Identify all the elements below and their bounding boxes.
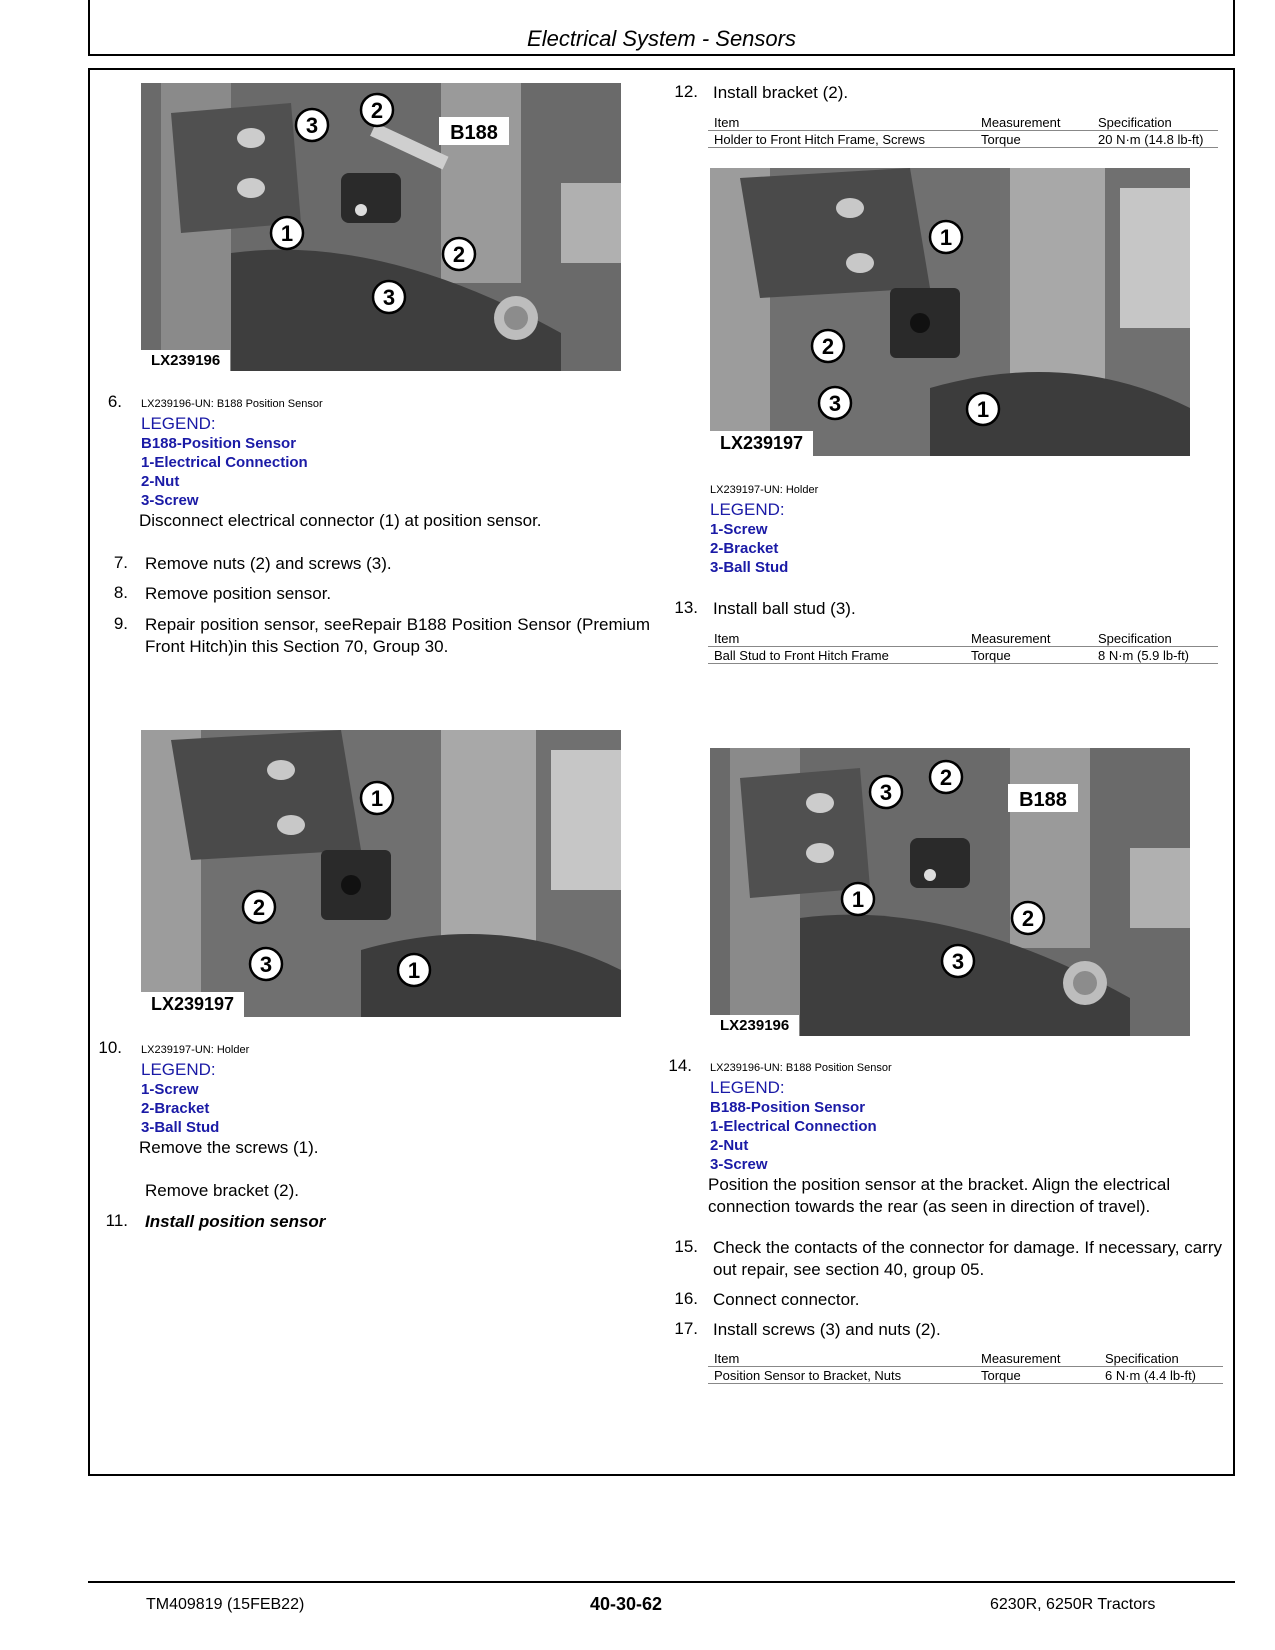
step-number: 9.: [113, 614, 128, 633]
figure-b188-sensor: [710, 748, 1190, 1036]
spec-cell: 6 N·m (4.4 lb-ft): [1099, 1367, 1223, 1384]
spec-cell: 8 N·m (5.9 lb-ft): [1092, 647, 1218, 664]
step-text: Remove the screws (1).: [139, 1138, 319, 1157]
figure-id: LX239197: [141, 992, 244, 1017]
legend-item: 2-Nut: [710, 1137, 749, 1154]
step-number: 7.: [113, 553, 128, 572]
b188-label: B188: [450, 122, 498, 144]
legend-item: 3-Screw: [141, 492, 199, 509]
callout-2: 2: [821, 334, 835, 359]
step-heading: Install position sensor: [145, 1212, 326, 1231]
callout-2: 2: [252, 895, 266, 920]
footer-rule: [88, 1581, 1235, 1583]
callout-3: 3: [828, 391, 842, 416]
step-text: Install ball stud (3).: [713, 599, 856, 618]
figure-id: LX239197: [710, 431, 813, 456]
step-text: Connect connector.: [713, 1290, 860, 1309]
step-text: Install screws (3) and nuts (2).: [713, 1320, 941, 1339]
step-number: 6.: [107, 392, 122, 411]
step-text: Position the position sensor at the bracket. Align the electrical connection towards the rear (as seen in direction of travel).: [708, 1175, 1171, 1216]
figure-caption: LX239197-UN: Holder: [141, 1044, 250, 1056]
spec-table: [708, 1350, 1223, 1384]
callout-1: 1: [851, 887, 865, 912]
step-number: 11.: [105, 1211, 128, 1230]
step-text: Remove position sensor.: [145, 584, 332, 603]
step-text: Repair position sensor, seeRepair B188 Position Sensor (Premium Front Hitch)in this Section 70, Group 30.: [145, 615, 650, 656]
callout-2: 2: [939, 765, 953, 790]
spec-cell: Position Sensor to Bracket, Nuts: [708, 1367, 975, 1384]
legend-item: 1-Electrical Connection: [710, 1118, 877, 1135]
spec-header: Item: [708, 1350, 975, 1367]
spec-cell: Torque: [965, 647, 1092, 664]
spec-cell: 20 N·m (14.8 lb-ft): [1092, 131, 1218, 148]
step-text: Remove nuts (2) and screws (3).: [145, 554, 392, 573]
footer-doc-id: TM409819 (15FEB22): [146, 1596, 305, 1613]
legend-item: 3-Ball Stud: [710, 559, 789, 576]
callout-1: 1: [280, 221, 294, 246]
figure-holder: [141, 730, 621, 1017]
legend-item: 2-Bracket: [141, 1100, 210, 1117]
callout-2b: 2: [1021, 906, 1035, 931]
figure-caption: LX239197-UN: Holder: [710, 484, 819, 496]
step-number: 14.: [668, 1056, 692, 1075]
step-text: Install bracket (2).: [713, 83, 849, 102]
spec-header: Item: [708, 630, 965, 647]
step-number: 17.: [674, 1319, 698, 1338]
spec-cell: Torque: [975, 1367, 1099, 1384]
step-number: 10.: [98, 1038, 122, 1057]
spec-cell: Torque: [975, 131, 1092, 148]
step-text: Check the contacts of the connector for damage. If necessary, carry out repair, see section 40, group 05.: [713, 1238, 1222, 1279]
table-row: [708, 131, 1218, 148]
legend-title: LEGEND:: [710, 500, 785, 519]
spec-table: [708, 114, 1218, 148]
figure-b188-sensor: [141, 83, 621, 371]
legend-item: 1-Screw: [710, 521, 768, 538]
legend-item: 3-Ball Stud: [141, 1119, 220, 1136]
spec-header: Measurement: [965, 630, 1092, 647]
step-number: 16.: [674, 1289, 698, 1308]
legend-item: 2-Bracket: [710, 540, 779, 557]
callout-2b: 2: [452, 242, 466, 267]
step-text: Remove bracket (2).: [145, 1181, 299, 1200]
figure-holder: [710, 168, 1190, 456]
spec-cell: Ball Stud to Front Hitch Frame: [708, 647, 965, 664]
legend-item: 2-Nut: [141, 473, 180, 490]
figure-id: LX239196: [710, 1015, 799, 1036]
callout-1: 1: [370, 786, 384, 811]
legend-item: 1-Electrical Connection: [141, 454, 308, 471]
table-row: [708, 647, 1218, 664]
footer-model: 6230R, 6250R Tractors: [990, 1596, 1156, 1613]
callout-3b: 3: [951, 949, 965, 974]
spec-header: Measurement: [975, 114, 1092, 131]
step-number: 8.: [113, 583, 128, 602]
callout-1: 1: [939, 225, 953, 250]
spec-table: [708, 630, 1218, 664]
legend-item: B188-Position Sensor: [141, 435, 297, 452]
figure-caption: LX239196-UN: B188 Position Sensor: [141, 398, 323, 410]
step-number: 12.: [674, 82, 698, 101]
callout-3: 3: [879, 780, 893, 805]
figure-id: LX239196: [141, 350, 230, 371]
callout-3: 3: [259, 952, 273, 977]
legend-title: LEGEND:: [141, 1060, 216, 1079]
page-title: Electrical System - Sensors: [527, 26, 796, 51]
footer-page-number: 40-30-62: [590, 1594, 663, 1614]
legend-title: LEGEND:: [141, 414, 216, 433]
spec-header: Measurement: [975, 1350, 1099, 1367]
step-number: 15.: [674, 1237, 698, 1256]
spec-cell: Holder to Front Hitch Frame, Screws: [708, 131, 975, 148]
spec-header: Item: [708, 114, 975, 131]
callout-3b: 3: [382, 285, 396, 310]
spec-header: Specification: [1092, 630, 1218, 647]
callout-1b: 1: [976, 397, 990, 422]
step-text: Disconnect electrical connector (1) at position sensor.: [139, 511, 542, 530]
callout-2: 2: [370, 98, 384, 123]
spec-header: Specification: [1092, 114, 1218, 131]
legend-item: 3-Screw: [710, 1156, 768, 1173]
legend-title: LEGEND:: [710, 1078, 785, 1097]
callout-1b: 1: [407, 958, 421, 983]
figure-caption: LX239196-UN: B188 Position Sensor: [710, 1062, 892, 1074]
step-number: 13.: [674, 598, 698, 617]
table-row: [708, 1367, 1223, 1384]
spec-header: Specification: [1099, 1350, 1223, 1367]
b188-label: B188: [1019, 789, 1067, 811]
callout-3: 3: [305, 113, 319, 138]
legend-item: 1-Screw: [141, 1081, 199, 1098]
legend-item: B188-Position Sensor: [710, 1099, 866, 1116]
